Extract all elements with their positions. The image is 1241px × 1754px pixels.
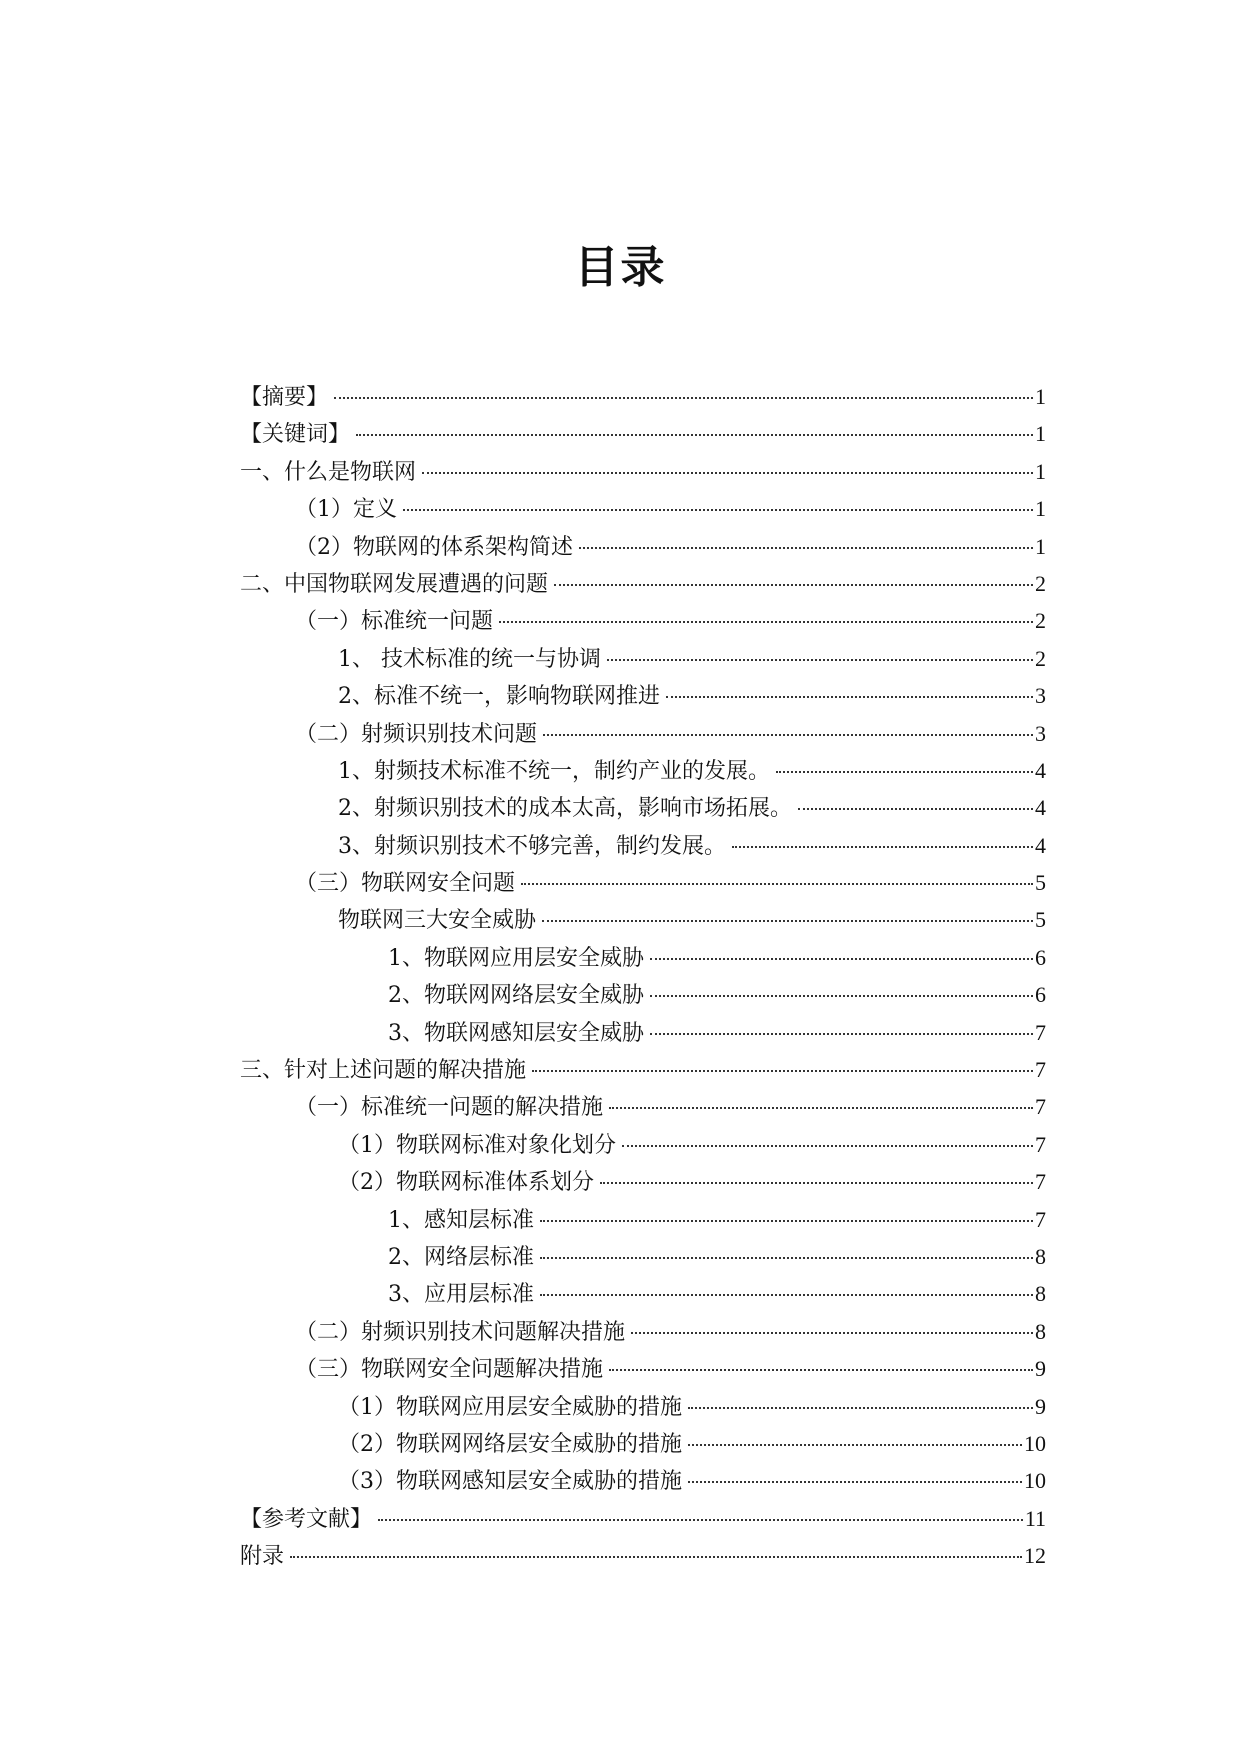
toc-entry[interactable] <box>240 1238 1046 1275</box>
toc-entry[interactable] <box>240 939 1046 976</box>
toc-entry[interactable] <box>240 827 1046 864</box>
toc-page-number: 5 <box>1035 870 1046 896</box>
toc-entry-label: （2）物联网标准体系划分 <box>338 1170 594 1196</box>
dot-leader <box>688 1444 1022 1446</box>
toc-entry-label: 1、物联网应用层安全威胁 <box>388 945 644 971</box>
dot-leader <box>650 995 1033 997</box>
dot-leader <box>334 397 1033 399</box>
table-of-contents <box>240 378 1046 1575</box>
dot-leader <box>540 1257 1033 1259</box>
dot-leader <box>609 1107 1033 1109</box>
toc-page-number: 10 <box>1024 1468 1046 1494</box>
toc-page-number: 7 <box>1035 1131 1046 1157</box>
toc-entry-label: 一、什么是物联网 <box>240 459 417 485</box>
toc-page-number: 7 <box>1035 1019 1046 1045</box>
dot-leader <box>543 734 1033 736</box>
dot-leader <box>650 958 1033 960</box>
toc-entry-label: （一）标准统一问题的解决措施 <box>295 1095 604 1121</box>
dot-leader <box>378 1519 1023 1521</box>
toc-page-number: 1 <box>1035 458 1046 484</box>
dot-leader <box>688 1481 1022 1483</box>
toc-page-number: 3 <box>1035 720 1046 746</box>
toc-entry-label: 2、标准不统一，影响物联网推进 <box>338 684 660 710</box>
toc-entry[interactable] <box>240 715 1046 752</box>
toc-page-number: 6 <box>1035 982 1046 1008</box>
toc-entry-label: （三）物联网安全问题 <box>295 871 516 897</box>
toc-page-number: 4 <box>1035 757 1046 783</box>
toc-entry-label: （2）物联网的体系架构简述 <box>295 534 573 560</box>
dot-leader <box>776 771 1033 773</box>
toc-page-number: 7 <box>1035 1057 1046 1083</box>
dot-leader <box>609 1369 1033 1371</box>
toc-entry-label: 1、射频技术标准不统一，制约产业的发展。 <box>338 758 770 784</box>
toc-entry[interactable] <box>240 565 1046 602</box>
toc-entry[interactable] <box>240 1537 1046 1574</box>
toc-entry-label: （3）物联网感知层安全威胁的措施 <box>338 1469 682 1495</box>
toc-page-number: 7 <box>1035 1169 1046 1195</box>
toc-entry-label: 二、中国物联网发展遭遇的问题 <box>240 571 549 597</box>
toc-entry-label: 3、射频识别技术不够完善，制约发展。 <box>338 833 726 859</box>
toc-entry-label: （二）射频识别技术问题 <box>295 721 538 747</box>
toc-entry[interactable] <box>240 490 1046 527</box>
toc-entry-label: 2、射频识别技术的成本太高，影响市场拓展。 <box>338 796 792 822</box>
toc-page-number: 2 <box>1035 645 1046 671</box>
toc-entry[interactable] <box>240 677 1046 714</box>
toc-entry[interactable] <box>240 864 1046 901</box>
toc-page-number: 5 <box>1035 907 1046 933</box>
toc-entry[interactable] <box>240 976 1046 1013</box>
dot-leader <box>688 1407 1033 1409</box>
toc-entry[interactable] <box>240 901 1046 938</box>
toc-entry[interactable] <box>240 1051 1046 1088</box>
toc-entry-label: （2）物联网网络层安全威胁的措施 <box>338 1431 682 1457</box>
dot-leader <box>798 808 1033 810</box>
toc-entry-label: 2、网络层标准 <box>388 1244 534 1270</box>
dot-leader <box>554 584 1033 586</box>
toc-page-number: 1 <box>1035 384 1046 409</box>
toc-entry[interactable] <box>240 453 1046 490</box>
toc-entry-label: 2、物联网网络层安全威胁 <box>388 983 644 1009</box>
toc-page-number: 6 <box>1035 944 1046 970</box>
toc-page-number: 1 <box>1035 421 1046 447</box>
toc-page-number: 9 <box>1035 1393 1046 1419</box>
toc-entry[interactable] <box>240 415 1046 452</box>
toc-entry-label: 物联网三大安全威胁 <box>338 908 537 934</box>
toc-page-number: 2 <box>1035 608 1046 634</box>
toc-entry-label: 【摘要】 <box>240 385 329 410</box>
toc-page-number: 4 <box>1035 832 1046 858</box>
dot-leader <box>422 472 1033 474</box>
toc-page-number: 8 <box>1035 1318 1046 1344</box>
toc-entry-label: 附录 <box>240 1544 285 1570</box>
toc-entry[interactable] <box>240 1388 1046 1425</box>
toc-entry-label: （三）物联网安全问题解决措施 <box>295 1357 604 1383</box>
toc-entry-label: 【参考文献】 <box>240 1506 373 1532</box>
dot-leader <box>732 846 1033 848</box>
toc-page-number: 11 <box>1024 1505 1046 1531</box>
toc-entry-label: 3、应用层标准 <box>388 1282 534 1308</box>
toc-entry[interactable] <box>240 1500 1046 1537</box>
toc-page-number: 10 <box>1024 1430 1046 1456</box>
toc-entry[interactable] <box>240 1201 1046 1238</box>
toc-page-number: 8 <box>1035 1243 1046 1269</box>
toc-entry[interactable] <box>240 789 1046 826</box>
toc-page-number: 2 <box>1035 570 1046 596</box>
toc-entry[interactable] <box>240 1313 1046 1350</box>
toc-entry-label: （一）标准统一问题 <box>295 609 494 635</box>
toc-entry[interactable] <box>240 640 1046 677</box>
toc-entry-label: 1、感知层标准 <box>388 1207 534 1233</box>
dot-leader <box>607 659 1033 661</box>
dot-leader <box>499 621 1033 623</box>
toc-entry[interactable] <box>240 602 1046 639</box>
toc-page-number: 3 <box>1035 683 1046 709</box>
dot-leader <box>540 1294 1033 1296</box>
toc-page-number: 9 <box>1035 1356 1046 1382</box>
toc-page-number: 7 <box>1035 1094 1046 1120</box>
dot-leader <box>403 509 1033 511</box>
dot-leader <box>579 547 1033 549</box>
toc-entry-label: （二）射频识别技术问题解决措施 <box>295 1319 626 1345</box>
toc-entry-label: 1、 技术标准的统一与协调 <box>338 646 601 672</box>
toc-entry[interactable] <box>240 1014 1046 1051</box>
toc-entry-label: 3、物联网感知层安全威胁 <box>388 1020 644 1046</box>
toc-entry[interactable] <box>240 1275 1046 1312</box>
dot-leader <box>650 1033 1033 1035</box>
toc-page-number: 1 <box>1035 496 1046 522</box>
toc-page-number: 1 <box>1035 533 1046 559</box>
toc-entry-label: （1）定义 <box>295 497 397 523</box>
dot-leader <box>622 1145 1033 1147</box>
toc-entry[interactable] <box>240 1163 1046 1200</box>
dot-leader <box>600 1182 1033 1184</box>
dot-leader <box>542 920 1033 922</box>
toc-entry[interactable] <box>240 1126 1046 1163</box>
toc-entry[interactable] <box>240 752 1046 789</box>
toc-entry[interactable] <box>240 1462 1046 1499</box>
toc-entry-label: 三、针对上述问题的解决措施 <box>240 1058 527 1084</box>
toc-entry[interactable] <box>240 1425 1046 1462</box>
toc-page-number: 12 <box>1024 1543 1046 1569</box>
toc-entry-label: （1）物联网标准对象化划分 <box>338 1132 616 1158</box>
dot-leader <box>631 1332 1033 1334</box>
toc-page-number: 8 <box>1035 1281 1046 1307</box>
toc-entry-label: （1）物联网应用层安全威胁的措施 <box>338 1394 682 1420</box>
toc-entry-label: 【关键词】 <box>240 422 351 448</box>
dot-leader <box>290 1556 1022 1558</box>
dot-leader <box>666 696 1033 698</box>
dot-leader <box>532 1070 1033 1072</box>
toc-entry[interactable] <box>240 1088 1046 1125</box>
page-title: 目录 <box>574 242 667 293</box>
dot-leader <box>356 434 1033 436</box>
dot-leader <box>521 883 1033 885</box>
toc-entry[interactable] <box>240 378 1046 415</box>
toc-entry[interactable] <box>240 1350 1046 1387</box>
toc-entry[interactable] <box>240 528 1046 565</box>
dot-leader <box>540 1220 1033 1222</box>
toc-page-number: 4 <box>1035 795 1046 821</box>
toc-page-number: 7 <box>1035 1206 1046 1232</box>
